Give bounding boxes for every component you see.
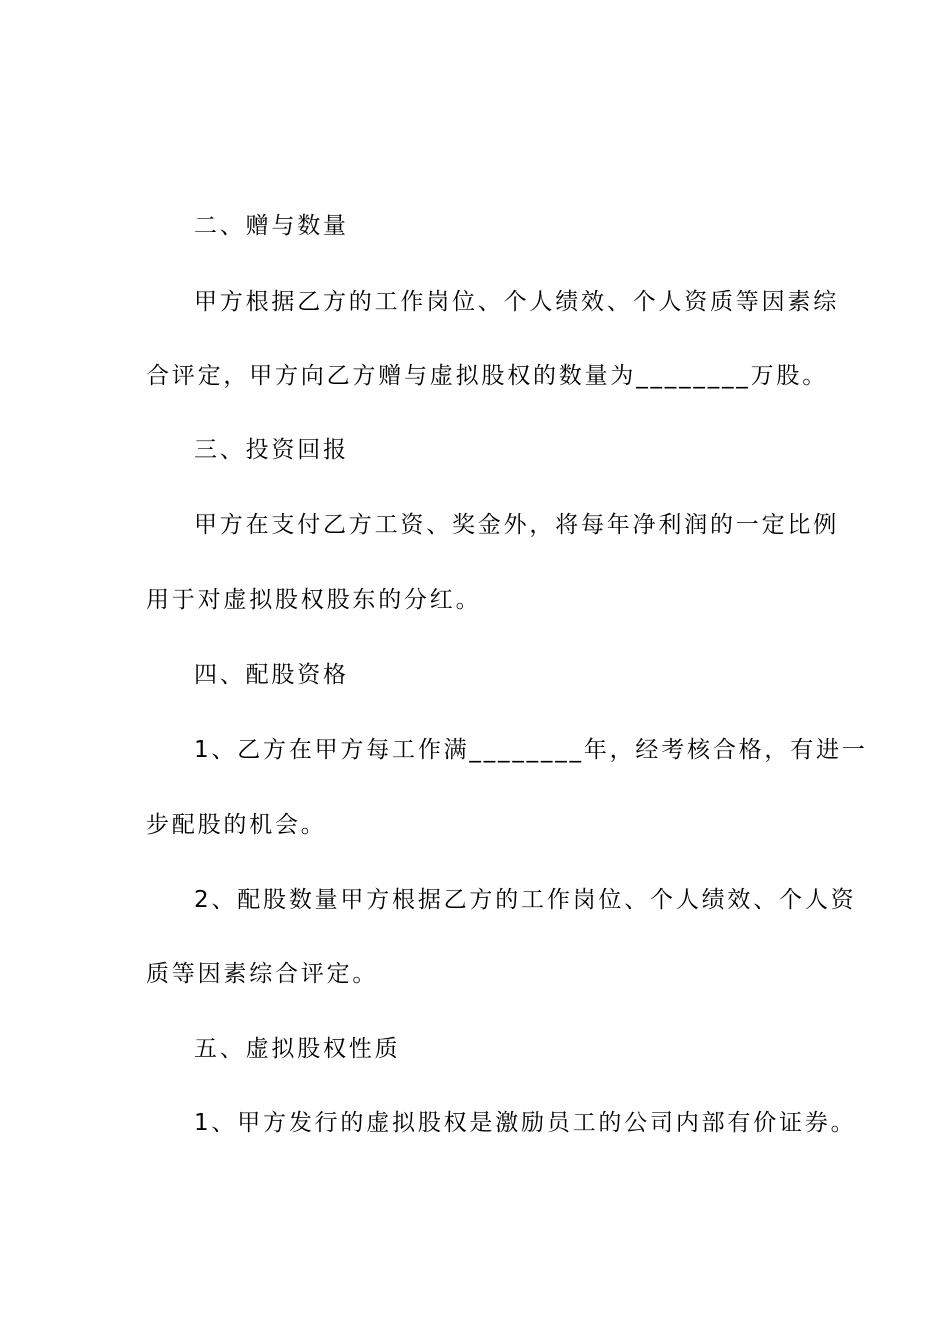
section-heading-virtual-equity-nature: 五、虚拟股权性质 xyxy=(194,1036,401,1062)
paragraph-line: 1、乙方在甲方每工作满________年，经考核合格，有进一 xyxy=(194,737,868,763)
section-heading-gift-quantity: 二、赠与数量 xyxy=(194,213,349,239)
paragraph-line: 合评定，甲方向乙方赠与虚拟股权的数量为________万股。 xyxy=(146,363,828,389)
paragraph-line: 用于对虚拟股权股东的分红。 xyxy=(146,587,482,613)
paragraph-line: 步配股的机会。 xyxy=(146,812,327,838)
paragraph-line: 1、甲方发行的虚拟股权是激励员工的公司内部有价证券。 xyxy=(194,1110,857,1136)
paragraph-line: 甲方根据乙方的工作岗位、个人绩效、个人资质等因素综 xyxy=(194,289,839,315)
paragraph-line: 质等因素综合评定。 xyxy=(146,961,379,987)
section-heading-allotment-qualification: 四、配股资格 xyxy=(194,662,349,688)
paragraph-line: 甲方在支付乙方工资、奖金外，将每年净利润的一定比例 xyxy=(194,512,839,538)
paragraph-line: 2、配股数量甲方根据乙方的工作岗位、个人绩效、个人资 xyxy=(194,887,857,913)
section-heading-investment-return: 三、投资回报 xyxy=(194,437,349,463)
